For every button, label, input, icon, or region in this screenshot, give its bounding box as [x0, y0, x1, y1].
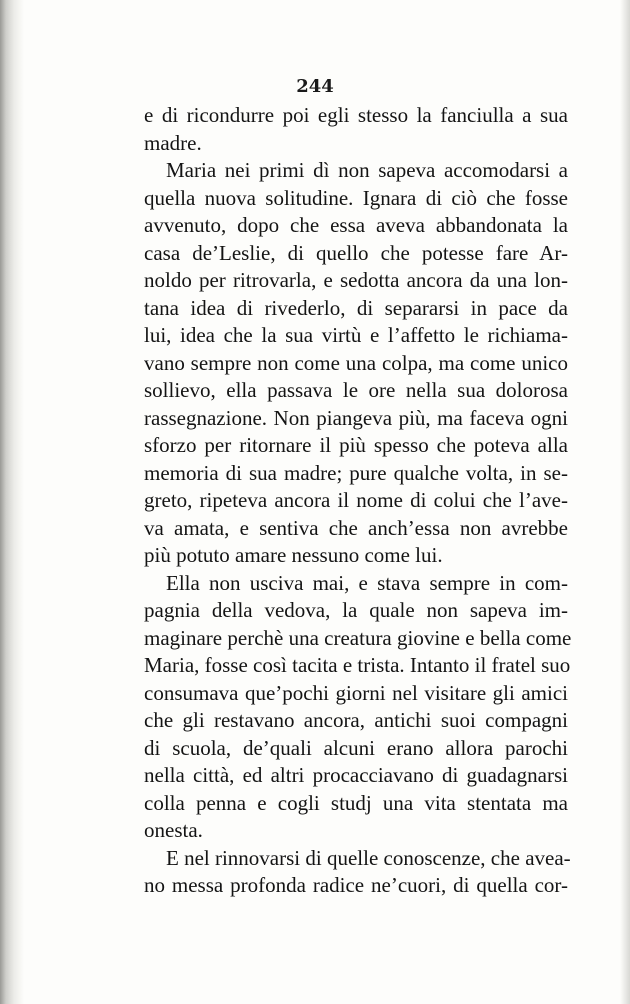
text-line: Ella non usciva mai, e stava sempre in com- — [166, 570, 568, 595]
text-line: lui, idea che la sua virtù e l’affetto le richiama- — [144, 323, 568, 347]
text-line: che gli restavano ancora, antichi suoi compagni — [144, 708, 568, 732]
text-line: sollievo, ella passava le ore nella sua dolorosa — [144, 378, 568, 402]
text-line: madre. — [144, 130, 202, 155]
text-line: consumava que’pochi giorni nel visitare gli amici — [144, 680, 568, 705]
text-line: vano sempre non come una colpa, ma come unico — [144, 350, 568, 375]
text-line: più potuto amare nessuno come lui. — [144, 543, 443, 567]
text-line: memoria di sua madre; pure qualche volta, in se- — [144, 460, 568, 485]
text-line: onesta. — [144, 818, 203, 842]
text-line: Maria nei primi dì non sapeva accomodarsi a — [166, 158, 568, 182]
text-line: va amata, e sentiva che anch’essa non avrebbe — [144, 515, 568, 540]
text-line: Maria, fosse così tacita e trista. Intanto il fratel suo — [144, 653, 571, 677]
page-edge-shadow — [620, 0, 630, 1004]
text-line: casa de’Leslie, di quello che potesse fare Ar- — [144, 240, 568, 265]
page-gutter-shadow — [0, 0, 24, 1004]
text-line: avvenuto, dopo che essa aveva abbandonata la — [144, 213, 568, 237]
text-line: sforzo per ritornare il più spesso che poteva alla — [144, 433, 568, 457]
text-line: no messa profonda radice ne’cuori, di quella cor- — [144, 873, 568, 897]
text-line: quella nuova solitudine. Ignara di ciò che fosse — [144, 185, 568, 210]
body-text — [144, 102, 572, 900]
text-line: nella città, ed altri procacciavano di guadagnarsi — [144, 763, 568, 787]
text-line: pagnia della vedova, la quale non sapeva im- — [144, 598, 568, 622]
text-line: E nel rinnovarsi di quelle conoscenze, che avea- — [166, 845, 571, 870]
text-line: greto, ripeteva ancora il nome di colui che l’ave- — [144, 488, 568, 512]
text-line: maginare perchè una creatura giovine e bella come — [144, 625, 572, 650]
text-line: colla penna e cogli studj una vita stentata ma — [144, 790, 568, 815]
page-number: 244 — [296, 76, 334, 97]
text-line: di scuola, de’quali alcuni erano allora parochi — [144, 735, 568, 760]
text-line: rassegnazione. Non piangeva più, ma faceva ogni — [144, 405, 568, 430]
text-line: noldo per ritrovarla, e sedotta ancora da una lon- — [144, 268, 568, 292]
text-line: tana idea di rivederlo, di separarsi in pace da — [144, 295, 568, 320]
text-line: e di ricondurre poi egli stesso la fanciulla a sua — [144, 103, 568, 127]
